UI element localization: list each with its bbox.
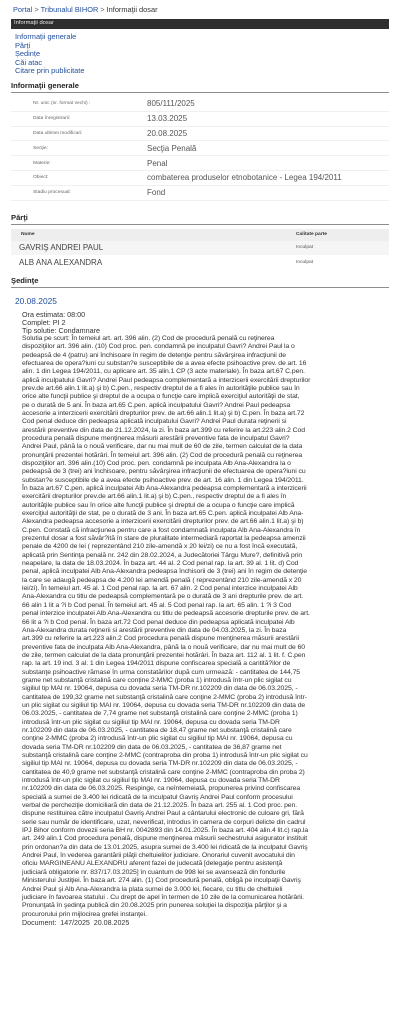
solution-text-line: penal, aplică inculpatei Alb Ana-Alexandra pedeapsa închisorii de 3 (trei) ani în regim de detenţie bbox=[22, 568, 308, 576]
solution-text-line: Pronunţată în şedinţa publică din 20.08.2025 prin punerea soluţiei la dispoziţia părţilor şi a bbox=[22, 902, 287, 910]
solution-text-line: Solutia pe scurt: În temeiul art. art. 396 alin. (2) Cod de procedură penală cu reţinerea bbox=[22, 334, 275, 342]
solution-text-line: aplicată prin Sentinţa penală nr. 242 din 28.02.2024, a Judecătoriei Târgu Mure?, definitivă prin bbox=[22, 551, 303, 559]
toc-link-informatii-generale[interactable]: Informații generale bbox=[15, 32, 77, 41]
solution-text-line: Ana-Alexandra durata reţinerii si arestării preventive din data de 04.03.2025, la zi. În baza bbox=[22, 626, 287, 634]
solution-text-line: pedeapsă de 4 (patru) ani închisoare în regim de detenţie pentru săvârşirea infracţiunii de bbox=[22, 351, 286, 359]
solution-text-line: nr.102209 din data de 06.03.2025, - cantitatea de 18,47 grame net substanţă cristalină care bbox=[22, 726, 292, 734]
solution-text-line: Ministerului Justiţiei. În baza art. 274 alin. (1) Cod procedură penală, obligă pe inculpaţii Gavriş bbox=[22, 877, 301, 885]
column-header-calitate: Calitate parte bbox=[296, 232, 327, 238]
solution-text-line: dispoziţiilor art. 396 alin. (10) Cod proc. pen. condamnă pe inculpatul Gavri? Andrei Paul la o bbox=[22, 343, 295, 351]
info-label: Stadiu procesual: bbox=[33, 190, 71, 196]
solution-text-line: de zile, termen calculat de la data pronunţării prezentei hotărâri. În baza art. 112 al. 1 lit. f. C.pen bbox=[22, 651, 306, 659]
info-label: Secţie: bbox=[33, 145, 48, 151]
info-value: 805/111/2025 bbox=[147, 99, 195, 109]
info-label: Data ultimei modificari: bbox=[33, 130, 83, 136]
info-row bbox=[11, 141, 389, 156]
hearing-solution-type: Tip solutie: Condamnare bbox=[22, 325, 101, 335]
table-of-contents bbox=[0, 29, 402, 76]
solution-text-line: Andrei Paul, până la o nouă verificare, dar nu mai mult de 60 de zile, termen calculat de la data bbox=[22, 443, 303, 451]
solution-text-line: autorităţile publice sau în orice alte funcţii publice şi dreptul de a ocupa o funcţie care implică bbox=[22, 501, 295, 509]
solution-text-line: IPJ Bihor conform dovezii seria BH nr. 0042893 din 14.01.2025. În baza art. 404 alin.4 lit.c) rap.la bbox=[22, 827, 309, 835]
solution-text-line: sigiliul tip MAI nr. 19064, depusa cu dovada seria TM-DR nr.102209 din data de 06.03.2025, - bbox=[22, 760, 298, 768]
party-role: Inculpat bbox=[296, 259, 314, 265]
hearing-date: 20.08.2025 bbox=[15, 295, 57, 306]
party-name: ALB ANA ALEXANDRA bbox=[19, 257, 103, 267]
solution-text-line: sigiliul tip MAI nr. 19064, depusa cu dovada seria TM-DR nr.102209 din data de 06.03.2025, - bbox=[22, 685, 298, 693]
table-row bbox=[11, 255, 389, 270]
solution-text-line: orice alte funcţii publice şi dreptul de a ocupa o funcţie care implică exerciţiul autorităţii de stat, bbox=[22, 393, 300, 401]
breadcrumb-separator: > bbox=[100, 5, 105, 14]
breadcrumb-court-link[interactable]: Tribunalul BIHOR bbox=[40, 5, 99, 14]
hearing-document: Document: 147/2025 20.08.2025 bbox=[22, 918, 130, 927]
solution-text-line: dispoziţiilor art. 396 alin.(10) Cod proc. pen. condamnă pe inculpata Alb Ana-Alexandra la o bbox=[22, 459, 291, 467]
info-value: Penal bbox=[147, 158, 168, 168]
solution-text-line: la care se adaugă pedeapsa de 4.200 lei amendă penală ( reprezentând 210 zile-amendă x 20 bbox=[22, 576, 302, 584]
solution-text-line: substanţe psihoactive rămase în urma constatărilor după cum urmează: - cantitatea de 144,75 bbox=[22, 668, 301, 676]
solution-text-line: C.pen. Constată că infracţiunea pentru care a fost condamnată inculpata Alb Ana-Alexandra în bbox=[22, 526, 301, 534]
info-label: Obiect: bbox=[33, 175, 49, 181]
solution-text-line: pe o durată de 5 ani. În baza art.65 C.pen. aplică inculpatului Gavri? Andrei Paul pedeapsa bbox=[22, 401, 291, 409]
solution-text-line: În baza art.67 C.pen. aplică inculpatei Alb Ana-Alexandra pedeapsa complementară a interzicerii bbox=[22, 485, 307, 493]
hearing-time: Ora estimata: 08:00 bbox=[22, 309, 86, 319]
solution-text-line: serie sau număr de identificare, uzat, neverificat, introdus în camera de corpuri delicte din cadrul bbox=[22, 818, 306, 826]
solution-text-line: judiciare în favoarea statului . Cu drept de apel în termen de 10 zile de la comunicarea hotărârii. bbox=[22, 893, 304, 901]
solution-text-line: Andrei Paul, în vederea garantării plăţii cheltuielilor judiciare. Onorariul cuvenit avocatului din bbox=[22, 852, 295, 860]
party-role: Inculpat bbox=[296, 245, 314, 251]
solution-text-line: verbal de percheziţie domiciliară din data de 21.12.2025. În baza art. 255 al. 1 Cod proc. pen. bbox=[22, 802, 298, 810]
solution-text-line: penal interzice inculpatei Alb Ana-Alexandra cu titlu de pedeapsă accesorie drepturile prev. de art. bbox=[22, 610, 310, 618]
solution-text-line: pedeapsă de 3 (trei) ani închisoare, pentru săvârşirea infracţiunii de efectuarea de opera?iuni cu bbox=[22, 468, 306, 476]
general-info-table bbox=[11, 97, 389, 201]
solution-text-line: judiciară obligatorie nr. 837/17.03.2025] în cuantum de 998 lei se avansează din fondurile bbox=[22, 868, 286, 876]
info-value: 13.03.2025 bbox=[147, 114, 188, 124]
solution-text-line: alin. 1 din Legea 194/2011, cu aplicare art. 35 alin.1 CP (3 acte materiale). În baza art.67 C.pen. bbox=[22, 368, 305, 376]
solution-text-line: prezentul dosar a fost săvâr?ită în stare de pluralitate intermediară raportat la pedeapsa amenzii bbox=[22, 535, 306, 543]
breadcrumb-separator: > bbox=[34, 5, 39, 14]
solution-text-line: prin ordonan?a din data de 13.01.2025, asupra sumei de 3.400 lei ridicată de la inculpatul Gavriş bbox=[22, 843, 308, 851]
solution-text-line: 66 lit a ?i b Cod penal. În baza art.72 Cod penal deduce din pedeapsa aplicată inculpatei Alb bbox=[22, 618, 295, 626]
solution-text-line: neapelare, la data de 18.03.2024. În baza art. 44 al. 2 Cod penal rap. la art. 39 al. 1 lit. d) Cod bbox=[22, 560, 299, 568]
solution-text-line: pronunţării prezentei hotărâri. În temeiul art. 396 alin. (2) Cod de procedură penală cu reţinerea bbox=[22, 451, 303, 459]
info-row bbox=[11, 97, 389, 112]
solution-text-line: exerciţiul autorităţii de stat, pe o durată de 3 ani. În baza art.65 C.pen. aplică inculpatei Alb Ana- bbox=[22, 510, 304, 518]
solution-text-line: Andrei Paul şi Alb Ana-Alexandra la plata sumei de 3.000 lei, fiecare, cu titlu de cheltuieli bbox=[22, 885, 283, 893]
breadcrumb-current: Informaţii dosar bbox=[106, 5, 158, 14]
solution-text-line: substanţă cristalină care conţine 2-MMC (contraproba din proba 1) introdusă într-un plic sigilat cu bbox=[22, 752, 308, 760]
info-row bbox=[11, 127, 389, 142]
info-row bbox=[11, 186, 389, 201]
solution-text-line: specială a sumei de 3.400 lei ridicată de la inculpatul Gavriş Andrei Paul conform procesului bbox=[22, 793, 293, 801]
general-info-heading: Informaţii generale bbox=[11, 81, 389, 93]
solution-text-line: aplică inculpatului Gavri? Andrei Paul pedeapsa complementară a interzicerii exercitării drepturilor bbox=[22, 376, 311, 384]
hearing-meta bbox=[22, 311, 402, 335]
solution-text-line: 66 alin 1 lit a ?i b Cod penal. În temeiul art. 45 al. 5 Cod penal rap. la art. 65 alin. 1 ?i 3 Cod bbox=[22, 601, 292, 609]
solution-text-line: dovada seria TM-DR nr.102209 din data de 06.03.2025, - cantitatea de 36,87 grame net bbox=[22, 743, 282, 751]
solution-text-line: preventive fata de inculpata Alb Ana-Alexandra, până la o nouă verificare, dar nu mai mult de 60 bbox=[22, 643, 305, 651]
solution-text-line: accesorie a interzicerii exercitării drepturilor prev. de art.66 alin.1 lit.a) şi b) C.pen. În baza art.72 bbox=[22, 409, 305, 417]
solution-text-line: introdusă într-un plic sigilat cu sigiliul tip MAI nr. 19064, depusa cu dovada seria TM-DR bbox=[22, 718, 280, 726]
info-value: Fond bbox=[147, 188, 166, 198]
solution-text-line: nr.102209 din data de 06.03.2025. Respinge, ca neîntemeiată, propunerea privind confiscarea bbox=[22, 785, 301, 793]
parti-heading: Părţi bbox=[11, 213, 389, 225]
solution-text-line: procurorului prin mijlocirea grefei instanţei. bbox=[22, 910, 147, 918]
info-row bbox=[11, 156, 389, 171]
info-label: Nr. unic (nr. format vechi) : bbox=[33, 101, 91, 107]
solution-text-line: un plic sigilat cu sigiliul tip MAI nr. 19064, depusa cu dovada seria TM-DR nr.102209 din data de bbox=[22, 701, 306, 709]
solution-text-line: art.399 cu referire la art.223 alin.2 Cod procedura penală dispune menţinerea măsurii arestării bbox=[22, 635, 299, 643]
info-value: 20.08.2025 bbox=[147, 128, 188, 138]
table-row bbox=[11, 241, 389, 256]
solution-text-line: rap. la art. 19 ind. 3 al. 1 din Legea 194/2011 dispune confiscarea specială a cantită?ilor de bbox=[22, 660, 291, 668]
hearing-panel: Complet: PI 2 bbox=[22, 317, 66, 327]
info-label: Data înregistrarii: bbox=[33, 116, 71, 122]
solution-text-line: Ana-Alexandra cu titlu de pedeapsă complementară pe o durată de 3 ani drepturile prev. de art. bbox=[22, 593, 304, 601]
info-row bbox=[11, 171, 389, 186]
solution-text-line: 06.03.2025, - cantitatea de 7,74 grame net substanţă cristalină care conţine 2-MMC (proba 1) bbox=[22, 710, 298, 718]
solution-text-line: cantitatea de 40,9 grame net substanţă cristalină care conţine 2-MMC (contraproba din proba 2) bbox=[22, 768, 305, 776]
section-title-bar: Informaţii dosar bbox=[11, 19, 389, 29]
info-label: Materie: bbox=[33, 160, 51, 166]
toc-link-sedinte[interactable]: Ședințe bbox=[15, 49, 41, 59]
column-header-nume: Nume bbox=[21, 232, 35, 238]
solution-text-line: oficiu MARGINEANU ALEXANDRU aferent fazei de judecată [delegaţie pentru asistenţă bbox=[22, 860, 283, 868]
solution-text-line: arestării preventive din data de 21.12.2024, la zi. În baza art.399 cu referire la art.223 alin.2 Cod bbox=[22, 426, 305, 434]
solution-text-line: cantitatea de 199,32 grame net substanţă cristalină care conţine 2-MMC (proba 2) introdusă într- bbox=[22, 693, 307, 701]
solution-text-line: conţine 2-MMC (proba 2) introdusă într-un plic sigilat cu sigiliul tip MAI nr. 19064, depusa cu bbox=[22, 735, 293, 743]
info-row bbox=[11, 112, 389, 127]
solution-text-line: lei/zi). În temeiul art. 45 al. 1 Cod penal rap. la art. 67 alin. 2 Cod penal interzice inculpatei Alb bbox=[22, 585, 298, 593]
sedinte-heading: Şedinţe bbox=[11, 276, 389, 288]
party-name: GAVRIŞ ANDREI PAUL bbox=[19, 243, 104, 253]
parti-table bbox=[11, 229, 389, 270]
solution-text-line: efectuarea de opera?iuni cu substan?e susceptibile de a avea efecte psihoactive prev. de art. 16 bbox=[22, 359, 307, 367]
solution-text-line: prev.de art.66 alin.1 lit.a) şi b) C.pen., respectiv dreptul de a fi ales în autorităţile publice sau în bbox=[22, 384, 300, 392]
solution-text-line: dispune restituirea către inculpatul Gavriş Andrei Paul a cântarului electronic de culoare gri, fără bbox=[22, 810, 304, 818]
toc-link-citare[interactable]: Citare prin publicitate bbox=[15, 66, 85, 76]
toc-link-parti[interactable]: Părți bbox=[15, 40, 31, 50]
hearing-solution-text bbox=[22, 335, 388, 919]
solution-text-line: Cod penal deduce din pedeapsa aplicată inculpatului Gavri? Andrei Paul durata reţinerii si bbox=[22, 418, 287, 426]
solution-text-line: substan?e susceptibile de a avea efecte psihoactive prev. de art. 16 alin. 1 din Legea 194/2011. bbox=[22, 476, 304, 484]
solution-text-line: Alexandra pedeapsa accesorie a interzicerii exercitării drepturilor prev. de art.66 alin.1 lit.a) şi b) bbox=[22, 518, 304, 526]
solution-text-line: procedura penală dispune menţinerea măsurii arestării preventive fata de inculpatul Gavri? bbox=[22, 434, 290, 442]
info-value: combaterea produselor etnobotanice - Legea 194/2011 bbox=[147, 173, 342, 183]
solution-text-line: grame net substanță cristalină care conține 2-MMC (proba 1) introdusă într-un plic sigilat cu bbox=[22, 676, 292, 684]
solution-text-line: exercitării drepturilor prev.de art.66 alin.1 lit.a) şi b) C.pen., respectiv dreptul de a fi ales în bbox=[22, 493, 287, 501]
solution-text-line: introdusă într-un plic sigilat cu sigiliul tip MAI nr. 19064, depusa cu dovada seria TM-DR bbox=[22, 777, 280, 785]
breadcrumb-portal-link[interactable]: Portal bbox=[13, 5, 33, 14]
info-value: Secţia Penală bbox=[147, 143, 197, 153]
solution-text-line: art. 249 alin.1 Cod procedura penală, dispune menţinerea măsurii sechestrului asigurator instituit bbox=[22, 835, 308, 843]
solution-text-line: penale de 4200 de lei ( reprezentând 210 zile-amendă x 20 lei/zi) ce nu a fost încă executată, bbox=[22, 543, 298, 551]
toc-link-cai-atac[interactable]: Căi atac bbox=[15, 57, 43, 67]
parti-table-header bbox=[11, 229, 389, 241]
breadcrumb bbox=[0, 0, 402, 19]
